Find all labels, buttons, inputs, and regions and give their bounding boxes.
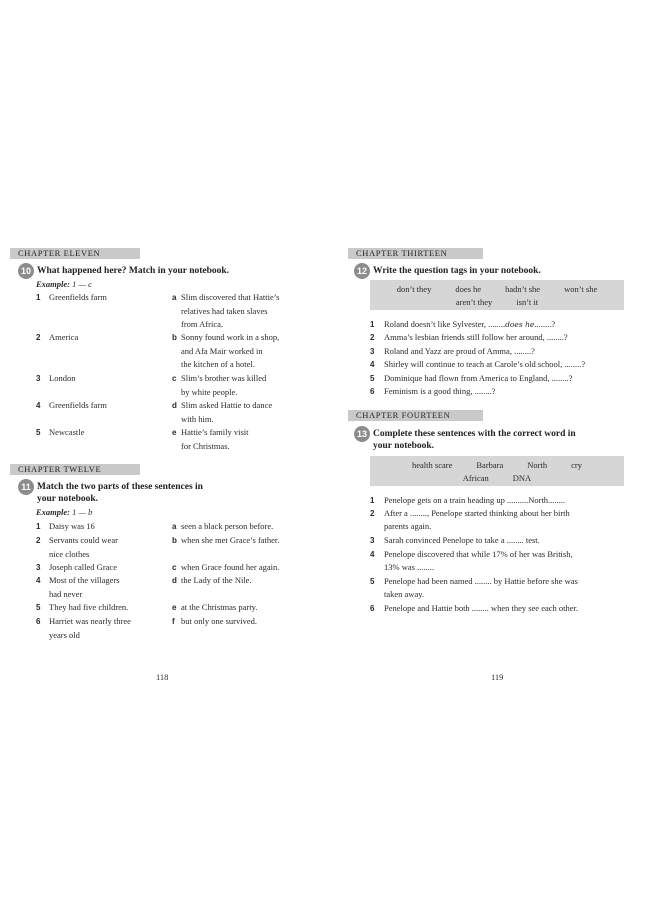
word-option: DNA [512,473,532,483]
word-option: Barbara [476,460,504,470]
chapter-twelve-heading: CHAPTER TWELVE [10,464,140,475]
item-letter: e [172,428,177,437]
item-text: the Lady of the Nile. [181,575,252,585]
question-text: Penelope discovered that while 17% of her was British, [384,549,573,559]
example-answer: 1 — c [72,279,92,289]
match-right-item [172,534,279,548]
item-line: Most of the villagers [49,575,120,585]
item-line: years old [49,629,80,640]
handwritten-answer: does he [505,320,535,329]
question-number: 3 [370,347,375,356]
item-line: by white people. [181,386,238,397]
example-answer: 1 — b [72,507,93,517]
match-right-item [172,331,279,372]
chapter-thirteen-heading: CHAPTER THIRTEEN [348,248,483,259]
page-number: 119 [491,672,504,682]
item-letter: f [172,617,175,626]
item-letter: a [172,522,177,531]
item-text: America [49,332,79,342]
item-line: Slim asked Hattie to dance [181,400,273,410]
item-number: 5 [36,428,41,437]
question-text: Penelope gets on a train heading up ..........North........ [384,495,566,505]
match-right-item [172,399,272,426]
item-letter: b [172,536,177,545]
exercise-12-title [354,263,654,279]
question-text: Feminism is a good thing, [384,386,475,396]
question-item [370,602,655,615]
question-end: ........? [564,359,586,369]
exercise-10-title [18,263,318,279]
match-right-item [172,372,266,399]
question-item [370,534,655,547]
match-left-item [36,574,120,601]
item-line: and Afa Mair worked in [181,345,263,356]
item-number: 1 [36,522,41,531]
item-line: with him. [181,413,214,424]
exercise-number-badge: 11 [18,479,34,495]
question-text: Amma’s lesbian friends still follow her around, [384,332,547,342]
match-right-item [172,291,279,332]
exercise-number-badge: 13 [354,426,370,442]
item-number: 2 [36,333,41,342]
item-line: Slim’s brother was killed [181,373,267,383]
page-number: 118 [156,672,169,682]
item-line: Daisy was 16 [49,521,95,531]
question-text: Sarah convinced Penelope to take a ........ test. [384,535,540,545]
match-left-item [36,615,131,642]
example-label: Example: [36,279,70,289]
question-text: Shirley will continue to teach at Carole’s old school, [384,359,565,369]
question-end: ........? [546,332,568,342]
match-left-item [36,534,118,561]
match-right-item [172,426,249,453]
item-line: Servants could wear [49,535,118,545]
item-number: 6 [36,617,41,626]
exercise-13-title-line2: your notebook. [373,441,435,451]
match-left-item [36,291,107,305]
item-text: Newcastle [49,427,85,437]
exercise-number-badge: 12 [354,263,370,279]
item-letter: c [172,563,177,572]
item-number: 3 [36,374,41,383]
question-text: 13% was ........ [384,562,435,572]
question-number: 3 [370,536,375,545]
question-text: taken away. [384,589,425,599]
item-number: 2 [36,536,41,545]
match-left-item [36,520,95,534]
match-left-item [36,426,84,440]
match-left-item [36,372,75,386]
question-item [370,575,655,601]
question-text: Dominique had flown from America to England, [384,373,552,383]
word-box [370,456,624,486]
exercise-instruction: Match the two parts of these sentences in [37,482,203,493]
item-line: Hattie’s family visit [181,427,249,437]
match-right-item [172,520,273,534]
item-text: Greenfields farm [49,292,107,302]
word-option: does he [455,284,482,294]
item-letter: d [172,576,177,585]
question-item [370,358,655,371]
question-number: 1 [370,496,375,505]
match-right-item [172,561,279,575]
item-line: Slim discovered that Hattie’s [181,292,280,302]
item-text: but only one survived. [181,616,258,626]
item-line: from Africa. [181,319,224,329]
chapter-fourteen-heading: CHAPTER FOURTEEN [348,410,483,421]
item-line: Harriet was nearly three [49,616,131,626]
exercise-instruction: Write the question tags in your notebook. [373,266,541,277]
question-end: ........? [474,386,496,396]
word-option: health scare [412,460,453,470]
item-number: 4 [36,401,41,410]
item-line: for Christmas. [181,440,230,451]
match-left-item [36,561,117,575]
match-left-item [36,399,107,413]
question-item [370,331,655,344]
item-number: 4 [36,576,41,585]
question-number: 4 [370,550,375,559]
question-number: 4 [370,360,375,369]
question-text: Penelope and Hattie both ........ when they see each other. [384,603,579,613]
word-option: don’t they [396,284,432,294]
exercise-instruction: What happened here? Match in your notebook. [37,266,230,277]
item-text: seen a black person before. [181,521,274,531]
question-number: 6 [370,604,375,613]
item-line: Sonny found work in a shop, [181,332,280,342]
example-label: Example: [36,507,70,517]
word-box [370,280,624,310]
exercise-instruction: Complete these sentences with the correct word in [373,429,576,440]
question-number: 2 [370,509,375,518]
question-text: Penelope had been named ........ by Hattie before she was [384,576,578,586]
right-page [330,0,660,904]
item-letter: b [172,333,177,342]
question-end: ........? [514,346,535,356]
question-number: 1 [370,320,375,329]
exercise-11-title-line2: your notebook. [37,494,99,504]
word-option: won’t she [564,284,598,294]
item-text: when she met Grace’s father. [181,535,280,545]
question-text: After a ........, Penelope started thinking about her birth [384,508,570,518]
item-line: They had five children. [49,602,129,612]
item-line: nice clothes [49,548,90,559]
question-text: parents again. [384,521,432,531]
item-letter: d [172,401,177,410]
question-number: 2 [370,333,375,342]
match-right-item [172,615,257,629]
match-right-item [172,601,257,615]
chapter-eleven-heading: CHAPTER ELEVEN [10,248,140,259]
question-number: 5 [370,577,375,586]
question-text: Roland and Yazz are proud of Amma, [384,346,515,356]
question-number: 6 [370,387,375,396]
match-left-item [36,601,128,615]
word-option: cry [571,460,582,470]
item-line: had never [49,588,83,599]
item-text: Greenfields farm [49,400,107,410]
item-text: London [49,373,76,383]
word-option: North [527,460,548,470]
word-option: aren’t they [455,297,493,307]
item-letter: a [172,293,177,302]
item-text: at the Christmas party. [181,602,258,612]
question-item [370,548,655,574]
word-option: hadn’t she [505,284,541,294]
item-text: when Grace found her again. [181,562,280,572]
word-option: isn’t it [516,297,539,307]
item-line: Joseph called Grace [49,562,117,572]
item-line: the kitchen of a hotel. [181,359,255,369]
question-item [370,372,655,385]
question-end: ? [551,319,556,329]
word-option: African [462,473,489,483]
question-text: Roland doesn’t like Sylvester, [384,319,489,329]
question-item [370,345,655,358]
exercise-number-badge: 10 [18,263,34,279]
match-right-item [172,574,252,588]
question-end: ........? [551,373,573,383]
item-letter: e [172,603,177,612]
item-line: relatives had taken slaves [181,305,268,316]
item-letter: c [172,374,177,383]
item-number: 1 [36,293,41,302]
item-number: 3 [36,563,41,572]
exercise-10-example [36,279,92,289]
question-item [370,494,655,507]
question-item: 1 Roland doesn’t like Sylvester, ........does he........? [370,319,556,329]
question-item [370,385,655,398]
item-number: 5 [36,603,41,612]
match-left-item [36,331,78,345]
exercise-11-example [36,507,92,517]
question-item [370,507,655,533]
question-number: 5 [370,374,375,383]
